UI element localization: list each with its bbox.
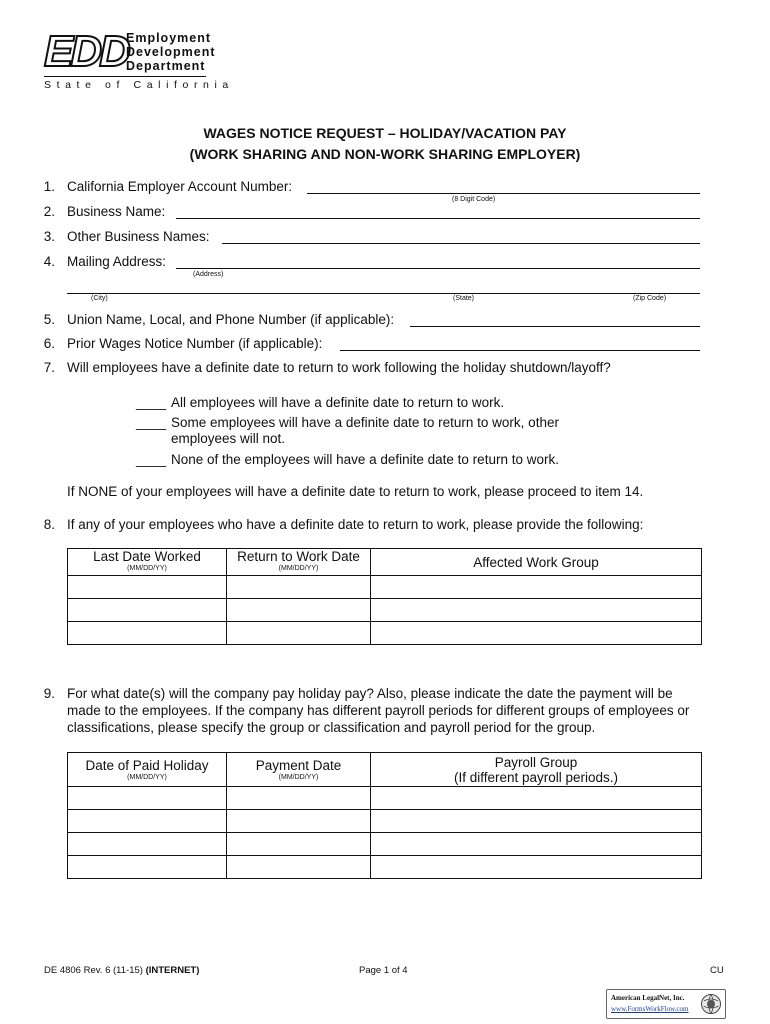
- mailing-address-label: Mailing Address:: [67, 254, 167, 269]
- table-cell[interactable]: [227, 787, 371, 810]
- table-cell[interactable]: [371, 787, 702, 810]
- item-number: 2.: [43, 204, 55, 219]
- business-name-field[interactable]: [176, 218, 700, 219]
- option-all-text: All employees will have a definite date to return to work.: [171, 395, 505, 410]
- table-cell[interactable]: [68, 576, 227, 599]
- table-header-row: [68, 549, 702, 576]
- col-payment-date: [227, 753, 371, 787]
- table-cell[interactable]: [371, 599, 702, 622]
- holiday-pay-question-line3: classifications, please specify the group or classification and payroll period for the group.: [67, 720, 596, 735]
- logo-department-name: Employment Development Department: [126, 31, 216, 73]
- logo-rule: [44, 76, 206, 77]
- col-payroll-group: [371, 753, 702, 787]
- option-some-blank[interactable]: ____: [136, 415, 167, 430]
- table-cell[interactable]: [371, 810, 702, 833]
- table-cell[interactable]: [227, 576, 371, 599]
- seal-url[interactable]: www.FormsWorkFlow.com: [611, 1005, 689, 1013]
- table-cell[interactable]: [371, 833, 702, 856]
- city-hint: (City): [91, 295, 108, 302]
- item-number: 9.: [43, 686, 55, 701]
- table-cell[interactable]: [68, 622, 227, 645]
- business-name-label: Business Name:: [67, 204, 166, 219]
- table-row: [68, 576, 702, 599]
- col-last-date-worked: [68, 549, 227, 576]
- col-header-text: Return to Work Date: [237, 549, 360, 564]
- item-number: 5.: [43, 312, 55, 327]
- form-code: CU: [710, 965, 724, 976]
- return-work-table: [67, 548, 702, 645]
- prior-notice-label: Prior Wages Notice Number (if applicable):: [67, 336, 323, 351]
- other-business-names-label: Other Business Names:: [67, 229, 210, 244]
- option-all-blank[interactable]: ____: [136, 395, 167, 410]
- union-field[interactable]: [410, 326, 700, 327]
- table-cell[interactable]: [227, 833, 371, 856]
- form-id-tag: (INTERNET): [145, 965, 200, 976]
- table-cell[interactable]: [227, 856, 371, 879]
- union-label: Union Name, Local, and Phone Number (if applicable):: [67, 312, 395, 327]
- col-header-text: Payment Date: [255, 758, 342, 773]
- table-row: [68, 787, 702, 810]
- return-info-question: If any of your employees who have a definite date to return to work, please provide the following:: [67, 517, 644, 532]
- table-cell[interactable]: [68, 856, 227, 879]
- item-number: 8.: [43, 517, 55, 532]
- employer-account-label: California Employer Account Number:: [67, 179, 293, 194]
- col-header-text: Affected Work Group: [473, 554, 599, 570]
- table-row: [68, 810, 702, 833]
- seal-name: American LegalNet, Inc.: [611, 994, 685, 1002]
- table-cell[interactable]: [227, 622, 371, 645]
- col-header-text: Last Date Worked: [93, 549, 201, 564]
- account-hint: (8 Digit Code): [452, 196, 496, 203]
- col-header-sub: (MM/DD/YY): [278, 565, 319, 572]
- table-cell[interactable]: [371, 622, 702, 645]
- zip-hint: (Zip Code): [633, 295, 667, 302]
- employer-account-field[interactable]: [307, 193, 700, 194]
- option-none-blank[interactable]: ____: [136, 452, 167, 467]
- col-header-sub: (MM/DD/YY): [127, 565, 167, 572]
- table-row: [68, 833, 702, 856]
- item-number: 7.: [43, 360, 55, 375]
- form-title-line2: (WORK SHARING AND NON-WORK SHARING EMPLOYER): [189, 146, 581, 162]
- table-row: [68, 622, 702, 645]
- col-return-to-work-date: [227, 549, 371, 576]
- col-header-sub: (MM/DD/YY): [127, 774, 167, 781]
- legalnet-seal: [606, 989, 726, 1019]
- state-hint: (State): [453, 295, 475, 302]
- col-header-text: Payroll Group: [494, 754, 578, 770]
- table-row: [68, 856, 702, 879]
- mailing-address-field[interactable]: [176, 268, 700, 269]
- table-cell[interactable]: [371, 576, 702, 599]
- none-note: If NONE of your employees will have a definite date to return to work, please proceed to item 14.: [67, 484, 644, 499]
- other-business-names-field[interactable]: [222, 243, 700, 244]
- item-number: 3.: [43, 229, 55, 244]
- table-header-row: [68, 753, 702, 787]
- col-date-of-paid-holiday: [68, 753, 227, 787]
- return-date-question: Will employees have a definite date to return to work following the holiday shutdown/layoff?: [67, 360, 611, 375]
- table-row: [68, 599, 702, 622]
- edd-logo: EDD: [44, 27, 128, 76]
- col-header-sub: (MM/DD/YY): [278, 774, 319, 781]
- form-title-line1: WAGES NOTICE REQUEST – HOLIDAY/VACATION PAY: [203, 125, 567, 141]
- option-some-text-cont: employees will not.: [171, 431, 286, 446]
- page-number: Page 1 of 4: [359, 965, 408, 976]
- col-header-text: Date of Paid Holiday: [85, 758, 209, 773]
- table-cell[interactable]: [68, 599, 227, 622]
- holiday-pay-table: [67, 752, 702, 879]
- table-cell[interactable]: [227, 810, 371, 833]
- table-cell[interactable]: [227, 599, 371, 622]
- item-number: 1.: [43, 179, 55, 194]
- address-hint: (Address): [193, 271, 224, 278]
- globe-icon: [700, 993, 722, 1015]
- col-header-text: (If different payroll periods.): [453, 769, 619, 785]
- city-state-zip-field[interactable]: [67, 293, 700, 294]
- holiday-pay-question-line1: For what date(s) will the company pay holiday pay? Also, please indicate the date the payment will be: [67, 686, 673, 701]
- form-id: [44, 965, 199, 976]
- logo-state: State of California: [44, 79, 234, 91]
- table-cell[interactable]: [68, 787, 227, 810]
- option-some-text: Some employees will have a definite date to return to work, other: [171, 415, 559, 430]
- form-id-text: DE 4806 Rev. 6 (11-15): [44, 965, 143, 976]
- item-number: 6.: [43, 336, 55, 351]
- holiday-pay-question-line2: made to the employees. If the company has different payroll periods for different groups of employees or: [67, 703, 690, 718]
- option-none-text: None of the employees will have a definite date to return to work.: [171, 452, 559, 467]
- table-cell[interactable]: [68, 833, 227, 856]
- prior-notice-field[interactable]: [340, 350, 700, 351]
- item-number: 4.: [43, 254, 55, 269]
- col-affected-work-group: [371, 549, 702, 576]
- table-cell[interactable]: [68, 810, 227, 833]
- table-cell[interactable]: [371, 856, 702, 879]
